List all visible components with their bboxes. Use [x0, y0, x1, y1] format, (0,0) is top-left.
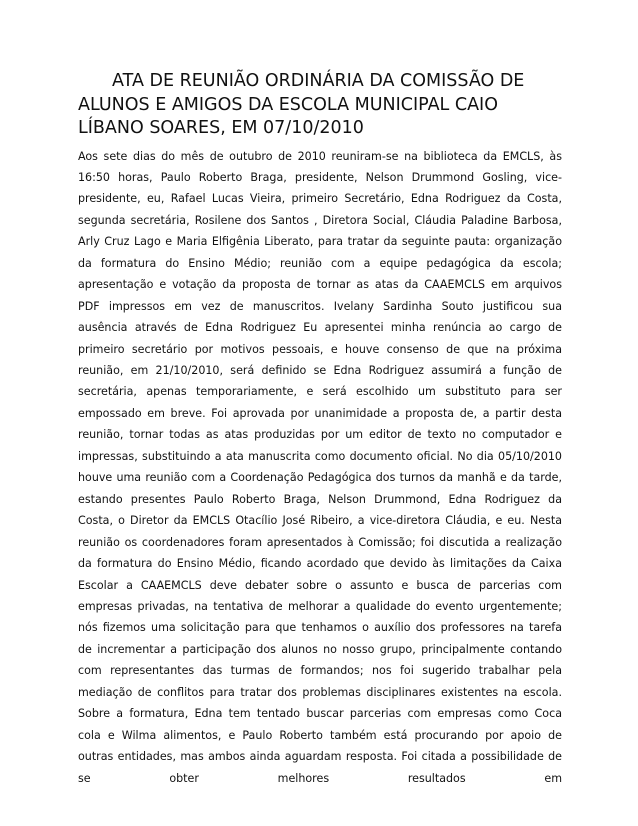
document-body: Aos sete dias do mês de outubro de 2010 reuniram-se na biblioteca da EMCLS, às 16:50 horas, Paulo Roberto Braga, presidente, Nelson Drummond Gosling, vice-presidente, eu, Rafael Lucas Vieira, primeiro Secretário, Edna Rodriguez da Costa, segunda secretária, Rosilene dos Santos , Diretora Social, Cláudia Paladine Barbosa, Arly Cruz Lago e Maria Elfigênia Liberato, para tratar da seguinte pauta: organização da formatura do Ensino Médio; reunião com a equipe pedagógica da escola; apresentação e votação da proposta de tornar as atas da CAAEMCLS em arquivos PDF impressos em vez de manuscritos. Ivelany Sardinha Souto justificou sua ausência através de Edna Rodriguez Eu apresentei minha renúncia ao cargo de primeiro secretário por motivos pessoais, e houve consenso de que na próxima reunião, em 21/10/2010, será definido se Edna Rodriguez assumirá a função de secretária, apenas temporariamente, e será escolhido um substituto para ser empossado em breve. Foi aprovada por unanimidade a proposta de, a partir desta reunião, tornar todas as atas produzidas por um editor de texto no computador e impressas, substituindo a ata manuscrita como documento oficial. No dia 05/10/2010 houve uma reunião com a Coordenação Pedagógica dos turnos da manhã e da tarde, estando presentes Paulo Roberto Braga, Nelson Drummond, Edna Rodriguez da Costa, o Diretor da EMCLS Otacílio José Ribeiro, a vice-diretora Cláudia, e eu. Nesta reunião os coordenadores foram apresentados à Comissão; foi discutida a realização da formatura do Ensino Médio, ficando acordado que devido às limitações da Caixa Escolar a CAAEMCLS deve debater sobre o assunto e busca de parcerias com empresas privadas, na tentativa de melhorar a qualidade do evento urgentemente; nós fizemos uma solicitação para que tenhamos o auxílio dos professores na tarefa de incrementar a participação dos alunos no nosso grupo, principalmente contando com representantes das turmas de formandos; nos foi sugerido trabalhar pela mediação de conflitos para tratar dos problemas disciplinares existentes na escola. Sobre a formatura, Edna tem tentado buscar parcerias com empresas como Coca cola e Wilma alimentos, e Paulo Roberto também está procurando por apoio de outras entidades, mas ambos ainda aguardam resposta. Foi citada a possibilidade de se obter melhores resultados em — [78, 149, 562, 785]
document-title: ATA DE REUNIÃO ORDINÁRIA DA COMISSÃO DE ALUNOS E AMIGOS DA ESCOLA MUNICIPAL CAIO LÍBANO SOARES, EM 07/10/2010 — [78, 71, 525, 138]
document-page — [78, 70, 562, 789]
